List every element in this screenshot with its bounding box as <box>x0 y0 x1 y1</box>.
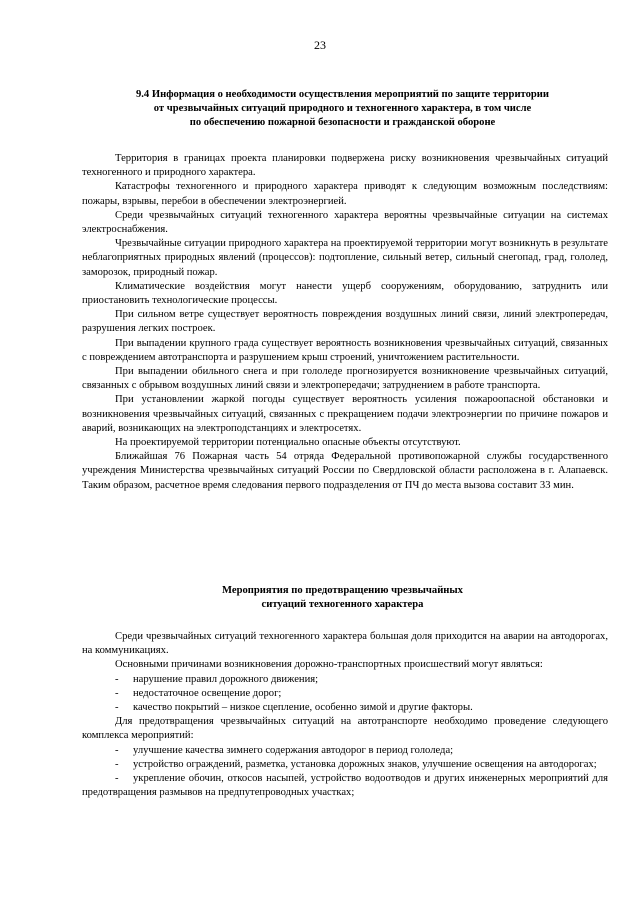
paragraph: Катастрофы техногенного и природного характера приводят к следующим возможным последствиям: пожары, взрывы, перебои в обеспечении электроэнергией. <box>82 181 608 207</box>
list-item-text: недостаточное освещение дорог; <box>133 687 282 699</box>
sub-heading-line: ситуаций техногенного характера <box>261 599 424 611</box>
paragraph: При сильном ветре существует вероятность повреждения воздушных линий связи, линий электропередач, разрушения легких построек. <box>82 309 608 335</box>
list-item-text: укрепление обочин, откосов насыпей, устройство водоотводов и других инженерных мероприятий для предотвращения размывов на предпутепроводных участках; <box>82 773 608 799</box>
list-item <box>82 772 608 800</box>
paragraph: Чрезвычайные ситуации природного характера на проектируемой территории могут возникнуть в результате неблагоприятных природных явлений (процессов): подтопление, сильный ветер, сильный снегопад, град, гололед, заморозок, природный пожар. <box>82 238 608 278</box>
section-heading-line: по обеспечению пожарной безопасности и гражданской обороне <box>189 117 496 129</box>
paragraph: Территория в границах проекта планировки подвержена риску возникновения чрезвычайных ситуаций техногенного и природного характера. <box>82 153 608 179</box>
paragraph: На проектируемой территории потенциально опасные объекты отсутствуют. <box>115 437 461 449</box>
bullet-dash: - <box>115 773 119 785</box>
sub-heading-line: Мероприятия по предотвращению чрезвычайных <box>222 585 463 596</box>
section-heading <box>80 88 605 131</box>
paragraph: Для предотвращения чрезвычайных ситуаций на автотранспорте необходимо проведение следующего комплекса мероприятий: <box>82 716 608 742</box>
page-number: 23 <box>314 38 326 52</box>
sub-heading <box>80 584 605 612</box>
list-item-text: улучшение качества зимнего содержания автодорог в период гололеда; <box>133 744 454 756</box>
measures-body <box>82 630 608 800</box>
paragraph: Среди чрезвычайных ситуаций техногенного характера большая доля приходится на аварии на автодорогах, на коммуникациях. <box>82 631 608 657</box>
bullet-dash: - <box>115 702 119 714</box>
section-heading-line: 9.4 Информация о необходимости осуществления мероприятий по защите территории <box>135 89 550 100</box>
section-heading-line: от чрезвычайных ситуаций природного и техногенного характера, в том числе <box>153 103 532 115</box>
list-item <box>82 744 608 758</box>
list-item <box>82 673 608 687</box>
bullet-dash: - <box>115 758 119 770</box>
bullet-dash: - <box>115 744 119 756</box>
list-item <box>82 687 608 701</box>
paragraph: При выпадении крупного града существует вероятность возникновения чрезвычайных ситуаций, связанных с повреждением автотранспорта и разрушением крыш строений, уничтожением растительности. <box>82 337 608 363</box>
list-item-text: устройство ограждений, разметка, установка дорожных знаков, улучшение освещения на автодорогах; <box>133 758 597 770</box>
list-item <box>82 758 608 772</box>
paragraph: Климатические воздействия могут нанести ущерб сооружениям, оборудованию, затруднить или приостановить технологические процессы. <box>82 280 608 307</box>
list-item-text: нарушение правил дорожного движения; <box>133 673 319 685</box>
paragraph: При установлении жаркой погоды существует вероятность усиления пожароопасной обстановки и возникновения чрезвычайных ситуаций, связанных с прекращением подачи электроэнергии по причине пожаров и аварий, возникающих на электроподстанциях и электросетях. <box>82 394 608 434</box>
list-item <box>82 701 608 715</box>
bullet-dash: - <box>115 673 119 685</box>
paragraph: Основными причинами возникновения дорожно-транспортных происшествий могут являться: <box>115 659 543 671</box>
paragraph: Ближайшая 76 Пожарная часть 54 отряда Федеральной противопожарной службы государственного учреждения Министерства чрезвычайных ситуаций России по Свердловской области расположена в г. Алапаевск. Таким образом, расчетное время следования первого подразделения от ПЧ до места вызова составит 33 мин. <box>82 451 608 491</box>
paragraph: Среди чрезвычайных ситуаций техногенного характера вероятны чрезвычайные ситуации на системах электроснабжения. <box>82 209 608 236</box>
list-item-text: качество покрытий – низкое сцепление, особенно зимой и другие факторы. <box>133 702 473 714</box>
bullet-dash: - <box>115 687 119 699</box>
paragraph: При выпадении обильного снега и при гололеде прогнозируется возникновение чрезвычайных ситуаций, связанных с обрывом воздушных линий связи и электропередачи; затруднением в работе транспорта. <box>82 366 608 392</box>
section-body <box>82 152 608 493</box>
